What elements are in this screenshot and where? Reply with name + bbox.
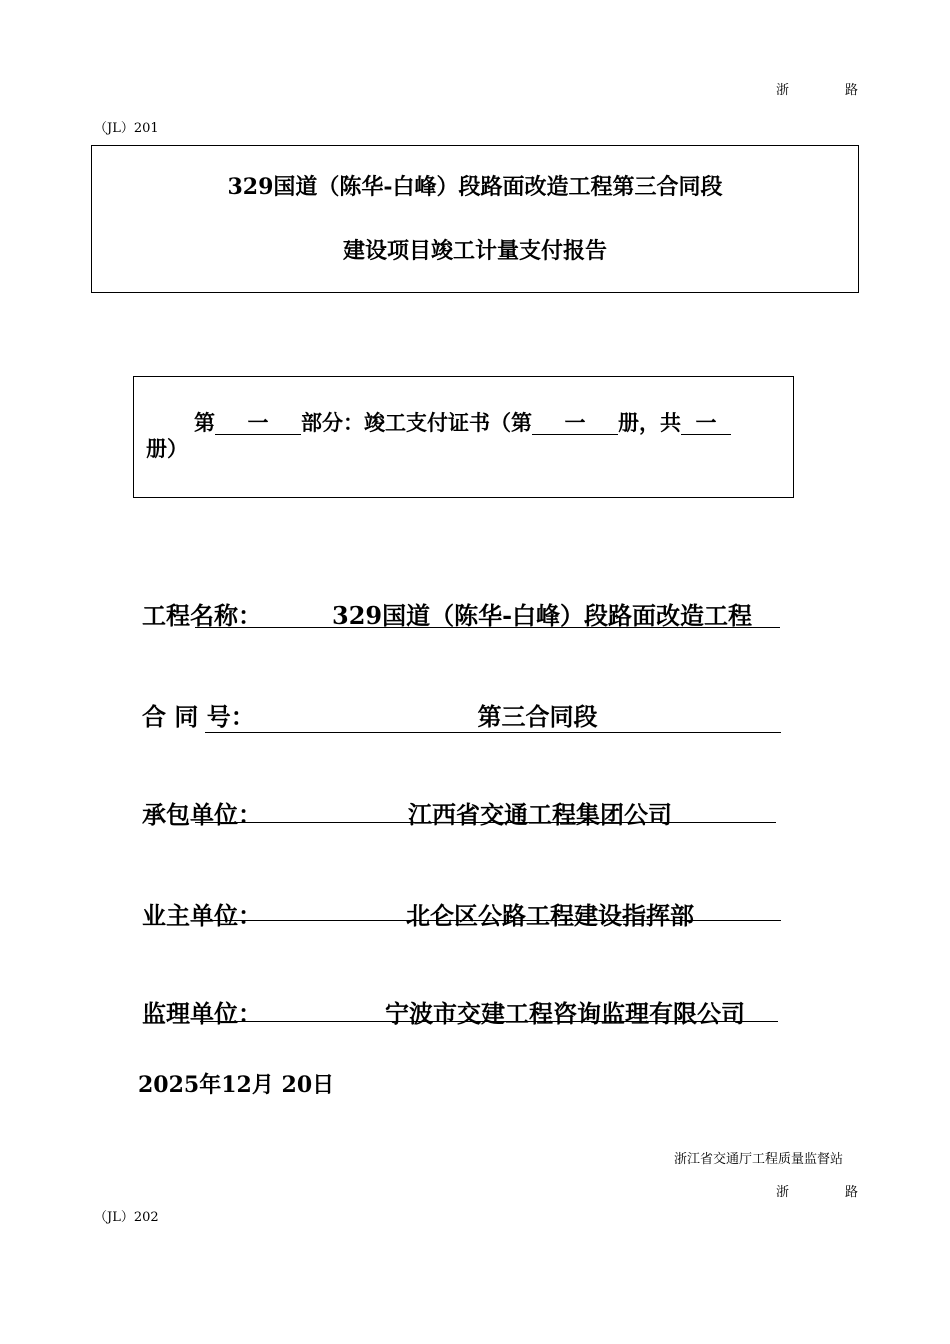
part-line bbox=[194, 407, 731, 437]
report-date: 2025年12月 20日 bbox=[138, 1072, 335, 1098]
header-left-char: 浙 bbox=[776, 83, 790, 98]
part-sep: 册，共 bbox=[618, 410, 681, 435]
volume-number: 一 bbox=[532, 412, 618, 435]
part-number: 一 bbox=[215, 412, 301, 435]
report-title-line2: 建设项目竣工计量支付报告 bbox=[342, 238, 607, 264]
part-prefix: 第 bbox=[194, 410, 215, 435]
report-title-line1: 329国道（陈华-白峰）段路面改造工程第三合同段 bbox=[227, 174, 723, 200]
field-label: 业主单位： bbox=[142, 901, 262, 930]
field-value: 第三合同段 bbox=[477, 702, 598, 731]
field-label: 工程名称： bbox=[142, 601, 262, 630]
field-label: 承包单位： bbox=[142, 800, 262, 829]
field-underline bbox=[205, 732, 781, 733]
field-underline bbox=[200, 1021, 778, 1022]
page2-header-left-char: 浙 bbox=[776, 1185, 790, 1200]
field-underline bbox=[200, 920, 781, 921]
field-underline bbox=[195, 822, 776, 823]
field-value: 宁波市交建工程咨询监理有限公司 bbox=[385, 999, 745, 1028]
part-suffix: 册） bbox=[146, 436, 188, 461]
page2-header-right-char: 路 bbox=[845, 1185, 859, 1200]
header-right-char: 路 bbox=[845, 83, 859, 98]
part-box bbox=[133, 376, 794, 498]
field-value: 329国道（陈华-白峰）段路面改造工程 bbox=[332, 601, 753, 630]
field-value: 江西省交通工程集团公司 bbox=[408, 800, 672, 829]
footer-org: 浙江省交通厅工程质量监督站 bbox=[674, 1152, 844, 1167]
field-label: 监理单位： bbox=[142, 999, 262, 1028]
title-box bbox=[91, 145, 859, 293]
total-volumes: 一 bbox=[681, 412, 731, 435]
page2-form-code: （JL）202 bbox=[94, 1210, 159, 1225]
part-middle: 部分：竣工支付证书（第 bbox=[301, 410, 532, 435]
field-underline bbox=[195, 627, 780, 628]
field-value: 北仑区公路工程建设指挥部 bbox=[406, 901, 694, 930]
field-label: 合 同 号： bbox=[142, 702, 255, 731]
form-code: （JL）201 bbox=[94, 121, 159, 136]
